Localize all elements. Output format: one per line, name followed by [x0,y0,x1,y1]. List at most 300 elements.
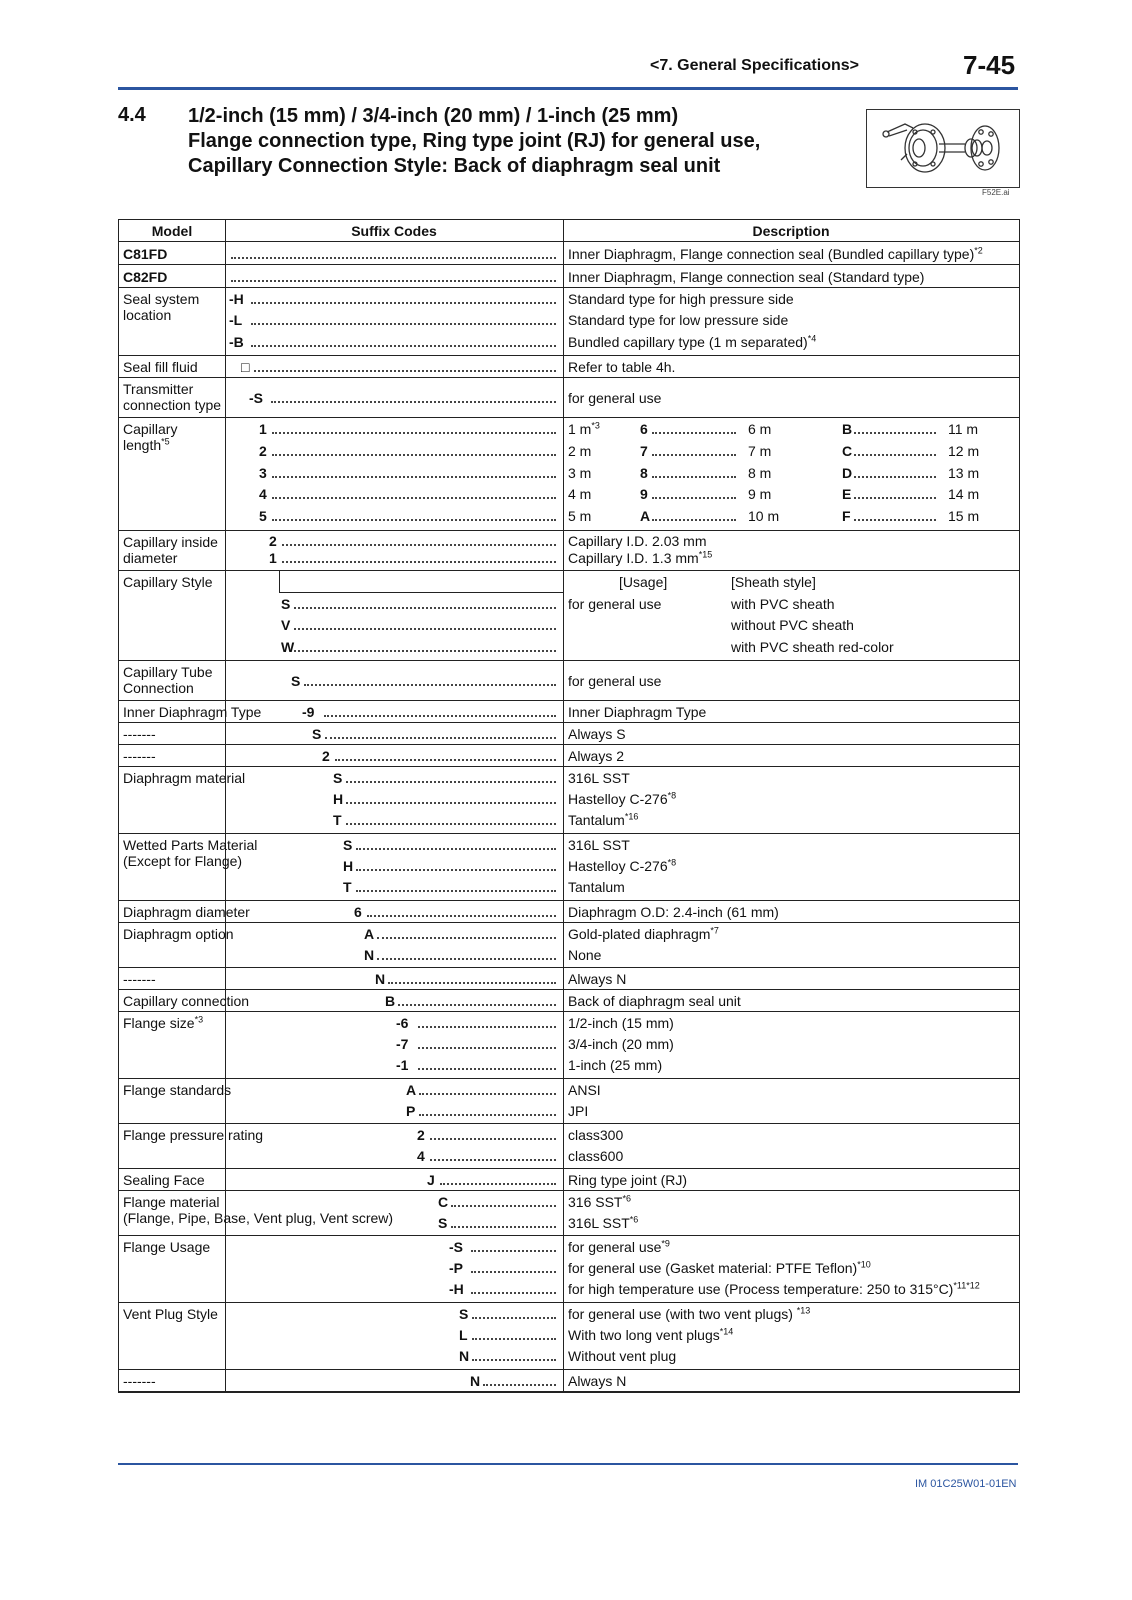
suffix-code: S [333,770,343,786]
dot-leader [472,1317,556,1319]
row-label-line: Flange standards [123,1082,232,1098]
dot-leader [356,890,556,892]
description-text: With two long vent plugs$^{*14}$ [568,1326,734,1343]
description-text: 316L SST$^{*6}$ [568,1213,639,1231]
dot-leader [418,1068,556,1070]
table-row [119,378,1019,418]
suffix-code: -S [249,390,263,406]
row-label-line: connection type [123,397,222,413]
column-divider [563,288,564,355]
usage-value: for general use [568,596,662,612]
column-divider [563,745,564,766]
column-divider [563,571,564,660]
footnote-ref: *6 [629,1213,639,1224]
footnote-ref: *9 [661,1238,670,1249]
dot-leader [335,759,556,761]
column-divider [563,1303,564,1369]
description-text: Inner Diaphragm, Flange connection seal (Bundled capillary type)$^{*2}$ [568,244,983,262]
description-text: Diaphragm O.D: 2.4-inch (61 mm) [568,904,779,920]
dot-leader [251,302,556,304]
suffix-code: T [343,879,352,895]
column-divider [563,242,564,264]
dot-leader [472,1338,556,1340]
row-label-line: Diaphragm material [123,770,246,786]
sheath-value: with PVC sheath [731,596,835,612]
table-row [119,265,1019,288]
column-divider [225,288,226,355]
length-code: A [640,508,651,525]
dot-leader [294,628,556,630]
description-text: Back of diaphragm seal unit [568,993,741,1009]
suffix-code: □ [241,359,250,375]
table-row [119,288,1019,356]
length-value: 6 m [748,421,772,437]
description-text: Capillary I.D. 2.03 mm [568,533,707,549]
suffix-code: P [406,1102,416,1119]
row-label-line: Capillary inside [123,534,218,550]
dot-leader [471,1250,556,1252]
dot-leader [854,476,936,478]
description-text: Ring type joint (RJ) [568,1172,688,1188]
row-label [123,664,213,696]
row-label [123,1373,156,1389]
usage-header: [Usage] [619,574,668,590]
column-divider [225,1370,226,1391]
column-divider [225,571,226,660]
column-divider [563,1124,564,1168]
footnote-ref: *11*12 [953,1280,980,1291]
column-divider [563,834,564,900]
footnote-ref: *7 [710,925,719,936]
column-divider [225,1169,226,1190]
table-row [119,1303,1019,1370]
row-label-line: Seal fill fluid [123,359,198,375]
description-text: for general use$^{*9}$ [568,1238,670,1255]
suffix-code: W [281,638,295,655]
column-divider [225,531,226,570]
suffix-code: S [459,1306,469,1322]
column-divider [225,378,226,417]
spec-table [118,219,1020,1393]
table-row [119,745,1019,767]
description-text: 316L SST [568,837,630,853]
header-rule [118,87,1018,90]
footnote-ref: *6 [622,1193,631,1204]
dot-leader [377,937,556,939]
suffix-code: -7 [396,1036,409,1052]
suffix-code: A [406,1082,417,1098]
table-row [119,701,1019,723]
dot-leader [356,869,556,871]
suffix-code: 6 [354,904,362,920]
model-code: C82FD [123,268,168,285]
column-divider [563,356,564,377]
dot-leader [377,958,556,960]
sheath-value: without PVC sheath [731,617,854,634]
row-label [123,291,199,323]
dot-leader [324,715,556,717]
dot-leader [254,370,556,372]
table-row [119,1012,1019,1079]
row-label [123,1194,393,1226]
length-code: F [842,508,851,525]
column-divider [563,968,564,989]
dot-leader [271,401,556,403]
suffix-code: L [459,1327,468,1343]
dot-leader [451,1226,556,1228]
column-divider [563,923,564,967]
description-text: Gold-plated diaphragm$^{*7}$ [568,925,719,942]
table-row [119,834,1019,901]
suffix-code: -H [229,291,244,307]
length-value: 13 m [948,464,980,481]
row-label [123,993,249,1009]
table-row [119,1079,1019,1124]
section-title-line: Capillary Connection Style: Back of diaphragm seal unit [188,155,721,177]
suffix-code: 5 [259,508,267,525]
description-text: Always N [568,1373,627,1389]
row-label-line: Sealing Face [123,1172,205,1188]
suffix-code: 1 [259,421,267,437]
description-text: Hastelloy C-276$^{*8}$ [568,857,677,874]
description-text: Inner Diaphragm Type [568,704,707,720]
table-row [119,723,1019,745]
column-divider [563,767,564,833]
dot-leader [419,1114,556,1116]
suffix-code: H [333,791,344,807]
suffix-code: S [281,596,291,612]
suffix-code: 2 [417,1127,425,1143]
length-value: 9 m [748,486,772,503]
description-text: class300 [568,1127,624,1143]
description-text: class600 [568,1147,624,1164]
row-label-line: Seal system [123,291,200,307]
suffix-code: -S [449,1239,463,1255]
suffix-code: -B [229,333,244,350]
footnote-ref: *13 [796,1305,811,1316]
row-label [123,837,257,869]
suffix-code: 2 [322,748,330,764]
dot-leader [652,497,736,499]
row-label-line: Flange material [123,1194,220,1210]
description-text: Refer to table 4h. [568,359,676,375]
suffix-code: 3 [259,464,267,481]
row-label [123,534,218,566]
dot-leader [272,497,556,499]
column-divider [563,378,564,417]
row-label-line: Connection [123,680,194,696]
row-label [123,1082,231,1098]
description-text: Standard type for high pressure side [568,291,794,307]
description-text: for general use (with two vent plugs) $^{*13}$ [568,1305,811,1322]
column-divider [563,1169,564,1190]
suffix-code: -P [449,1260,463,1276]
footnote-ref: *3 [194,1014,204,1025]
dot-leader [430,1138,556,1140]
dot-leader [367,915,556,917]
length-code: E [842,486,852,503]
table-row [119,531,1019,571]
suffix-code: -6 [396,1015,409,1031]
row-label-line: ------- [123,971,156,987]
row-label-line: Flange pressure rating [123,1127,264,1143]
column-divider [279,571,280,593]
footnote-ref: *15 [698,549,713,560]
row-label-line: Inner Diaphragm Type [123,704,262,720]
row-label-line: Transmitter [123,381,194,397]
description-text: for general use [568,390,662,406]
suffix-code: N [470,1373,481,1389]
table-row [119,242,1019,265]
dot-leader [472,1359,556,1361]
length-code: C [842,442,853,459]
length-value: 5 m [568,508,592,525]
footnote-ref: *10 [857,1259,871,1270]
column-divider [225,968,226,989]
length-code: 9 [640,486,648,503]
suffix-code: 2 [259,442,267,459]
table-header-row [119,220,1019,242]
header-description: Description [752,223,830,239]
row-label [123,971,156,987]
description-text: 1-inch (25 mm) [568,1057,663,1073]
section-title [188,104,760,179]
table-row [119,968,1019,990]
dot-leader [652,454,736,456]
column-divider [563,1012,564,1078]
dot-leader [282,544,556,546]
length-value: 15 m [948,508,980,525]
suffix-code: 4 [417,1147,425,1164]
table-row [119,1169,1019,1191]
flange-illustration-figure [866,109,1020,188]
description-text: JPI [568,1102,589,1119]
column-divider [225,242,226,264]
row-label-line: diameter [123,550,178,566]
footnote-ref: *5 [161,436,170,447]
row-label-line: Diaphragm diameter [123,904,250,920]
dot-leader [483,1384,556,1386]
figure-caption: F52E.ai [982,188,1010,197]
row-label-line: (Flange, Pipe, Base, Vent plug, Vent screw) [123,1210,394,1226]
length-code: 6 [640,421,648,437]
row-label [123,1239,210,1255]
dot-leader [272,454,556,456]
description-text: 1/2-inch (15 mm) [568,1015,674,1031]
column-divider [225,1236,226,1302]
suffix-code: A [364,926,375,942]
suffix-code: S [291,673,301,689]
table-row [119,923,1019,968]
length-value: 3 m [568,464,592,481]
column-divider [563,901,564,922]
table-row [119,571,1019,661]
dot-leader [304,684,556,686]
row-label-line: Capillary Style [123,574,213,590]
row-label [123,926,234,942]
table-row [119,1124,1019,1169]
section-number: 4.4 [118,104,146,126]
footnote-ref: *8 [667,857,677,868]
length-value: 2 m [568,442,592,459]
column-divider [563,265,564,287]
description-text: for general use (Gasket material: PTFE Teflon)$^{*10}$ [568,1259,871,1276]
length-value: 1 $m^{*3}$ [568,420,600,437]
dot-leader [294,607,556,609]
flange-diaphragm-seal-icon [867,110,1019,187]
column-divider [225,723,226,744]
dot-leader [272,432,556,434]
suffix-code: T [333,812,342,828]
row-label-line: Flange size$^{*3}$ [123,1014,204,1031]
length-value: 7 m [748,442,772,459]
suffix-code: J [427,1172,435,1188]
dot-leader [652,432,736,434]
column-divider [563,1191,564,1235]
table-row [119,1370,1019,1392]
length-value: 11 m [948,421,979,437]
row-label-line: Capillary connection [123,993,250,1009]
dot-leader [272,476,556,478]
suffix-code: N [364,946,375,963]
description-text: for general use [568,673,662,689]
row-label-line: length$^{*5}$ [123,436,170,453]
dot-leader [325,737,556,739]
model-code: C81FD [123,245,168,262]
column-divider [563,531,564,570]
dot-leader [652,476,736,478]
description-text: Always S [568,726,626,742]
footnote-ref: *14 [719,1326,734,1337]
description-text: Standard type for low pressure side [568,312,789,329]
length-code: D [842,464,853,481]
table-row [119,901,1019,923]
dot-leader [854,432,936,434]
dot-leader [346,781,556,783]
dot-leader [294,650,556,652]
column-divider [563,418,564,530]
description-text: Inner Diaphragm, Flange connection seal (Standard type) [568,268,925,285]
row-label [123,381,221,413]
description-text: ANSI [568,1082,601,1098]
table-row [119,1236,1019,1303]
row-label [123,904,250,920]
length-value: 8 m [748,464,772,481]
suffix-code: C [438,1194,449,1210]
row-label [123,359,198,375]
dot-leader [346,802,556,804]
dot-leader [419,1093,556,1095]
column-divider [563,990,564,1011]
row-label-line: location [123,307,172,323]
description-text: Tantalum$^{*16}$ [568,811,639,828]
row-label-line: ------- [123,1373,156,1389]
row-label [123,1306,218,1322]
row-label [123,704,261,720]
section-title-line: Flange connection type, Ring type joint (RJ) for general use, [188,130,761,152]
suffix-code: H [343,858,354,874]
description-text: Hastelloy C-276$^{*8}$ [568,790,677,807]
description-text: Without vent plug [568,1348,677,1364]
column-divider [563,701,564,722]
footnote-ref: *8 [667,790,677,801]
suffix-code: N [459,1348,470,1364]
dot-leader [251,323,556,325]
row-label [123,421,177,453]
row-label-line: Vent Plug Style [123,1306,218,1322]
row-label [123,748,156,764]
sheath-value: with PVC sheath red-color [731,638,894,655]
header-underline [279,592,563,593]
sheath-header: [Sheath style] [731,574,816,590]
header-model: Model [151,223,193,239]
length-code: 8 [640,464,648,481]
dot-leader [398,1004,556,1006]
footnote-ref: *16 [624,811,639,822]
dot-leader [471,1292,556,1294]
description-text: 316 SST$^{*6}$ [568,1193,631,1210]
dot-leader [418,1047,556,1049]
dot-leader [854,519,936,521]
row-label [123,770,245,786]
dot-leader [430,1159,556,1161]
section-title-line: 1/2-inch (15 mm) / 3/4-inch (20 mm) / 1-inch (25 mm) [188,105,679,127]
page-header-title: <7. General Specifications> [650,57,859,74]
table-row [119,661,1019,701]
description-text: 316L SST [568,770,630,786]
length-value: 14 m [948,486,980,503]
row-label-line: ------- [123,726,156,742]
dot-leader [451,1205,556,1207]
dot-leader [282,561,556,563]
table-row [119,356,1019,378]
description-text: 3/4-inch (20 mm) [568,1036,674,1052]
column-divider [563,661,564,700]
column-divider [563,1079,564,1123]
dot-leader [356,848,556,850]
suffix-code: S [312,726,322,742]
dot-leader [272,519,556,521]
row-label-line: Wetted Parts Material [123,837,258,853]
column-divider [225,1303,226,1369]
column-divider [563,723,564,744]
dot-leader [471,1271,556,1273]
suffix-code: -H [449,1281,464,1297]
description-text: Always N [568,971,627,987]
suffix-code: -9 [302,704,315,720]
table-row [119,767,1019,834]
table-row [119,990,1019,1012]
row-label-line: ------- [123,748,156,764]
length-value: 12 m [948,442,980,459]
description-text: for high temperature use (Process temperature: 250 to 315°C)$^{*11*12}$ [568,1280,980,1297]
dot-leader [231,280,556,282]
dot-leader [231,257,556,259]
suffix-code: 1 [269,550,277,566]
row-label-line: Flange Usage [123,1239,211,1255]
suffix-code: 4 [259,486,267,503]
suffix-code: -L [229,312,243,329]
description-text: None [568,946,602,963]
length-value: 4 m [568,486,592,503]
suffix-code: N [375,971,386,987]
dot-leader [854,454,936,456]
suffix-code: B [385,993,396,1009]
suffix-code: 2 [269,533,277,549]
column-divider [563,1236,564,1302]
dot-leader [854,497,936,499]
description-text: Always 2 [568,748,625,764]
